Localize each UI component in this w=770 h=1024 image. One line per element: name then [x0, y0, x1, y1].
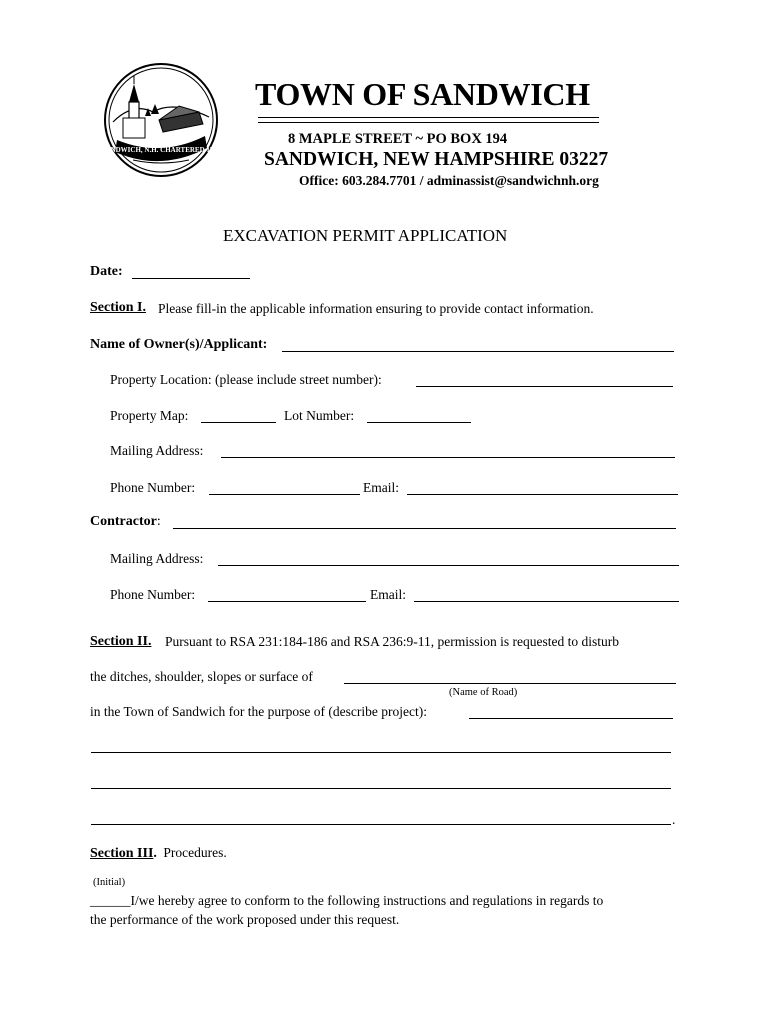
- project-description-field-2[interactable]: [91, 752, 671, 753]
- owner-field[interactable]: [282, 351, 674, 352]
- town-seal-logo: [103, 62, 219, 178]
- section-3-heading-period: .: [153, 846, 157, 861]
- initial-field[interactable]: ______: [90, 893, 131, 908]
- lot-number-label: Lot Number:: [284, 408, 355, 423]
- contractor-phone-label: Phone Number:: [110, 587, 196, 602]
- agree-line-1: [90, 893, 603, 909]
- email-label: Email:: [363, 480, 399, 495]
- project-description-field-3[interactable]: [91, 788, 671, 789]
- mailing-address-field[interactable]: [221, 457, 675, 458]
- date-field[interactable]: [132, 278, 250, 279]
- lot-number-field[interactable]: [367, 422, 471, 423]
- date-label: Date:: [90, 264, 123, 279]
- property-map-field[interactable]: [201, 422, 276, 423]
- section-3-heading-wrap: [90, 845, 227, 862]
- section-2-text-2: the ditches, shoulder, slopes or surface of: [90, 669, 313, 684]
- town-city: SANDWICH, NEW HAMPSHIRE 03227: [264, 149, 609, 170]
- section-3-text: Procedures.: [163, 845, 227, 860]
- header-rule-top: [258, 117, 599, 118]
- contractor-label-wrap: [90, 514, 161, 530]
- contractor-label: Contractor: [90, 514, 157, 529]
- section-3-heading: Section III: [90, 846, 154, 861]
- section-2-heading: Section II.: [90, 634, 152, 649]
- contractor-field[interactable]: [173, 528, 676, 529]
- town-name: TOWN OF SANDWICH: [255, 76, 590, 112]
- initial-caption: (Initial): [93, 877, 126, 888]
- section-1-text: Please fill-in the applicable information ensuring to provide contact information.: [158, 301, 594, 316]
- contractor-phone-field[interactable]: [208, 601, 366, 602]
- section-2-text-1: Pursuant to RSA 231:184-186 and RSA 236:9-11, permission is requested to disturb: [165, 634, 619, 649]
- mailing-address-label: Mailing Address:: [110, 443, 204, 458]
- email-field[interactable]: [407, 494, 678, 495]
- phone-field[interactable]: [209, 494, 360, 495]
- section-2-text-3: in the Town of Sandwich for the purpose of (describe project):: [90, 704, 427, 719]
- town-office-contact: Office: 603.284.7701 / adminassist@sandwichnh.org: [299, 173, 599, 188]
- form-title: EXCAVATION PERMIT APPLICATION: [223, 226, 508, 245]
- section-2-end-period: .: [672, 812, 676, 827]
- project-description-field-1[interactable]: [469, 718, 673, 719]
- contractor-email-label: Email:: [370, 587, 406, 602]
- town-address: 8 MAPLE STREET ~ PO BOX 194: [288, 131, 508, 147]
- property-location-field[interactable]: [416, 386, 673, 387]
- contractor-mailing-label: Mailing Address:: [110, 551, 204, 566]
- section-1-heading: Section I.: [90, 300, 146, 315]
- owner-label: Name of Owner(s)/Applicant:: [90, 337, 268, 352]
- road-name-field[interactable]: [344, 683, 676, 684]
- phone-label: Phone Number:: [110, 480, 196, 495]
- project-description-field-4[interactable]: [91, 824, 671, 825]
- road-name-caption: (Name of Road): [449, 687, 518, 698]
- property-location-label: Property Location: (please include street number):: [110, 372, 382, 387]
- header-rule-bottom: [258, 122, 599, 123]
- contractor-colon: :: [156, 514, 161, 529]
- seal-text: SANDWICH, N.H. CHARTERED 1763: [103, 146, 219, 154]
- property-map-label: Property Map:: [110, 408, 189, 423]
- contractor-email-field[interactable]: [414, 601, 679, 602]
- agree-text-1: I/we hereby agree to conform to the following instructions and regulations in regards to: [130, 893, 604, 908]
- agree-text-2: the performance of the work proposed under this request.: [90, 912, 400, 927]
- contractor-mailing-field[interactable]: [218, 565, 679, 566]
